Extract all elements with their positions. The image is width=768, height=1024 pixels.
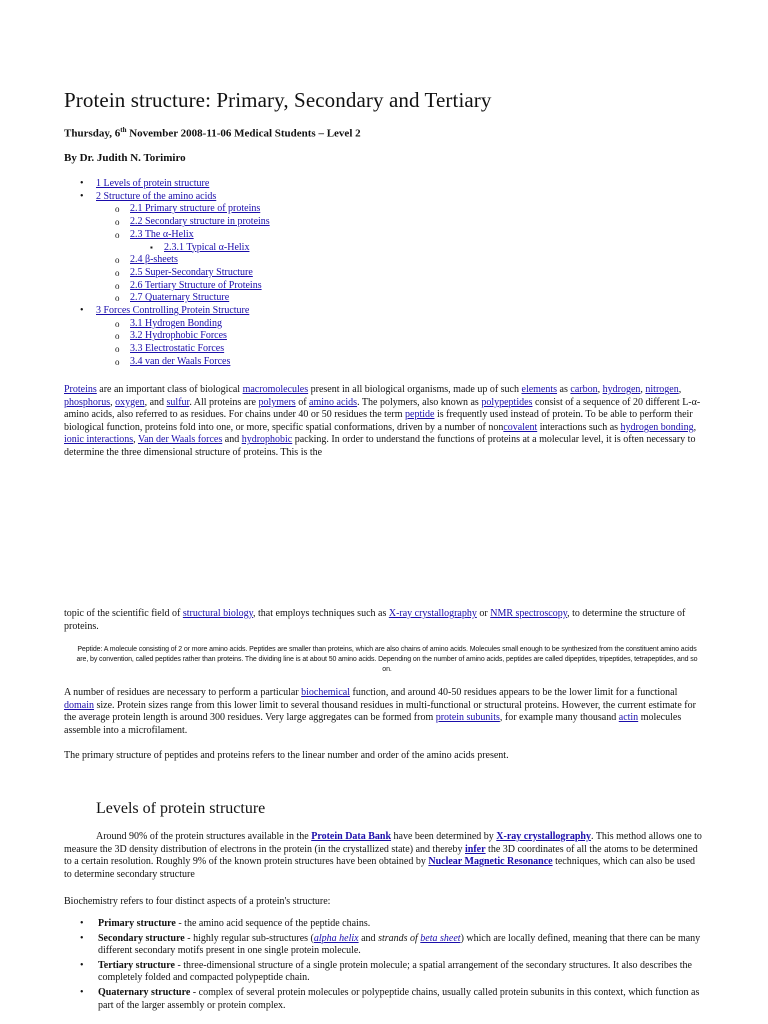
link-beta-sheet[interactable]: beta sheet xyxy=(420,932,461,944)
text: , to determine the structure of proteins. xyxy=(64,608,686,632)
link-carbon[interactable]: carbon xyxy=(570,384,598,395)
toc-item xyxy=(64,242,704,255)
text: A number of residues are necessary to perform a particular xyxy=(64,687,302,698)
toc-item xyxy=(64,305,704,318)
link-polypeptides[interactable]: polypeptides xyxy=(481,396,533,408)
text: the 3D coordinates of all the atoms to be determined to a certain resolution. Roughly 9% of the known protein structures have been obtained by xyxy=(64,843,698,868)
text: , xyxy=(110,396,116,408)
text: or xyxy=(476,608,491,619)
link-polymers[interactable]: polymers xyxy=(258,396,296,408)
toc-link[interactable]: 2.3 The α-Helix xyxy=(130,228,194,240)
text: , xyxy=(678,384,682,395)
link-actin[interactable]: actin xyxy=(618,712,639,724)
link-protein-data-bank[interactable]: Protein Data Bank xyxy=(311,831,392,842)
toc-item xyxy=(64,330,704,343)
toc-link[interactable]: 1 Levels of protein structure xyxy=(96,178,210,189)
text: , that employs techniques such as xyxy=(253,608,389,619)
toc-link[interactable]: 2.6 Tertiary Structure of Proteins xyxy=(130,279,262,291)
text: size. Protein sizes range from this lower limit to several thousand residues in multi-functional or structural proteins. However, the current estimate for the average protein length is around 300 residues. Very large aggregates can be formed from xyxy=(64,699,696,724)
term: Primary structure xyxy=(98,918,176,929)
link-proteins[interactable]: Proteins xyxy=(64,384,97,395)
toc-item xyxy=(64,343,704,356)
text: - three-dimensional structure of a single protein molecule; a spatial arrangement of the secondary structures. It also describes the completely folded and compacted polypeptide chain. xyxy=(98,959,692,984)
text: . This method allows one to measure the 3D density distribution of electrons in the protein (in the crystallized state) and thereby xyxy=(64,831,702,855)
date-suffix: November 2008-11-06 Medical Students – Level 2 xyxy=(126,127,361,140)
biochemistry-paragraph: Biochemistry refers to four distinct aspects of a protein's structure: xyxy=(64,896,331,907)
text: present in all biological organisms, made up of such xyxy=(308,384,522,395)
toc-item xyxy=(64,280,704,293)
toc-link[interactable]: 2.5 Super-Secondary Structure xyxy=(130,266,253,278)
link-oxygen[interactable]: oxygen xyxy=(115,396,145,408)
text: topic of the scientific field of xyxy=(64,608,183,619)
link-protein-subunits[interactable]: protein subunits xyxy=(435,712,500,724)
levels-paragraph xyxy=(64,831,704,881)
text: and xyxy=(222,434,242,446)
link-covalent[interactable]: covalent xyxy=(503,421,538,433)
link-hydrogen[interactable]: hydrogen xyxy=(602,384,641,395)
list-item-primary xyxy=(64,918,704,931)
link-nmr-spectroscopy[interactable]: NMR spectroscopy xyxy=(490,608,568,619)
toc-link[interactable]: 2.3.1 Typical α-Helix xyxy=(164,241,250,253)
structural-biology-paragraph xyxy=(64,608,704,633)
text: - complex of several protein molecules or polypeptide chains, usually called protein subunits in this context, which function as part of the larger assembly or protein complex. xyxy=(98,986,700,1011)
toc-item xyxy=(64,254,704,267)
text: consist of a sequence of 20 different L-α-amino acids, also referred to as residues. For chains under 40 or 50 residues the term xyxy=(64,396,701,421)
text: - highly regular sub-structures ( xyxy=(184,932,314,944)
structure-levels-list xyxy=(64,918,704,1014)
toc-link[interactable]: 2.2 Secondary structure in proteins xyxy=(130,216,270,228)
term: Tertiary structure xyxy=(98,959,175,971)
text: techniques, which can also be used to determine secondary structure xyxy=(64,856,696,880)
toc-link[interactable]: 3.4 van der Waals Forces xyxy=(130,355,231,367)
text: molecules assemble into a microfilament. xyxy=(64,712,682,736)
author-line: By Dr. Judith N. Torimiro xyxy=(64,152,186,164)
link-van-der-waals-forces[interactable]: Van der Waals forces xyxy=(137,434,223,446)
text: - the amino acid sequence of the peptide chains. xyxy=(175,918,371,929)
list-item-tertiary xyxy=(64,960,704,985)
text: , xyxy=(640,384,646,395)
text: , xyxy=(133,434,138,446)
text: packing. In order to understand the functions of proteins at a molecular level, it is often necessary to determine the three dimensional structure of proteins. This is the xyxy=(64,434,696,458)
text: function, and around 40-50 residues appears to be the lower limit for a functional xyxy=(350,687,678,698)
link-domain[interactable]: domain xyxy=(64,699,94,711)
link-amino-acids[interactable]: amino acids xyxy=(309,396,358,408)
primary-structure-paragraph: The primary structure of peptides and proteins refers to the linear number and order of the amino acids present. xyxy=(64,750,509,761)
toc-item xyxy=(64,356,704,369)
toc-link[interactable]: 3 Forces Controlling Protein Structure xyxy=(96,305,250,317)
toc-item xyxy=(64,229,704,242)
residues-paragraph xyxy=(64,687,704,737)
link-nuclear-magnetic-resonance[interactable]: Nuclear Magnetic Resonance xyxy=(428,856,553,868)
link-hydrogen-bonding[interactable]: hydrogen bonding xyxy=(620,421,694,433)
text: of xyxy=(295,396,310,408)
text: ) which are locally defined, meaning that there can be many different secondary motifs present in one single protein molecule. xyxy=(98,932,701,957)
text: have been determined by xyxy=(391,831,497,842)
text: strands of xyxy=(378,932,421,944)
toc-item xyxy=(64,216,704,229)
link-xray-crystallography[interactable]: X-ray crystallography xyxy=(388,608,477,619)
list-item-quaternary xyxy=(64,987,704,1012)
toc-item xyxy=(64,267,704,280)
link-elements[interactable]: elements xyxy=(521,384,558,395)
link-hydrophobic[interactable]: hydrophobic xyxy=(241,434,293,446)
text: , and xyxy=(144,396,167,408)
link-nitrogen[interactable]: nitrogen xyxy=(645,384,679,395)
term: Secondary structure xyxy=(98,932,185,944)
link-ionic-interactions[interactable]: ionic interactions xyxy=(64,434,134,446)
text: as xyxy=(557,384,571,395)
date-superscript: th xyxy=(120,126,127,134)
link-infer[interactable]: infer xyxy=(465,843,486,855)
date-prefix: Thursday, 6 xyxy=(64,127,121,140)
text: , xyxy=(597,384,603,395)
text: and xyxy=(358,932,379,944)
link-alpha-helix[interactable]: alpha helix xyxy=(313,932,359,944)
toc-link[interactable]: 3.2 Hydrophobic Forces xyxy=(130,330,227,342)
toc-link[interactable]: 2.4 β-sheets xyxy=(130,254,178,266)
section-heading-levels: Levels of protein structure xyxy=(96,800,266,817)
toc-link[interactable]: 3.1 Hydrogen Bonding xyxy=(130,317,222,329)
toc-link[interactable]: 2.1 Primary structure of proteins xyxy=(130,203,261,215)
page-title: Protein structure: Primary, Secondary and Tertiary xyxy=(64,88,492,112)
toc-link[interactable]: 2.7 Quaternary Structure xyxy=(130,292,230,304)
toc-link[interactable]: 3.3 Electrostatic Forces xyxy=(130,343,225,355)
link-biochemical[interactable]: biochemical xyxy=(301,687,350,698)
toc-item xyxy=(64,178,704,191)
text: Around 90% of the protein structures available in the xyxy=(96,831,312,842)
link-xray-crystallography-2[interactable]: X-ray crystallography xyxy=(496,831,591,842)
link-structural-biology[interactable]: structural biology xyxy=(182,608,254,619)
link-phosphorus[interactable]: phosphorus xyxy=(64,396,111,408)
term: Quaternary structure xyxy=(98,986,191,998)
date-line xyxy=(64,126,361,140)
link-macromolecules[interactable]: macromolecules xyxy=(242,384,309,395)
toc-item xyxy=(64,191,704,204)
text: . All proteins are xyxy=(189,396,259,408)
toc-item xyxy=(64,203,704,216)
table-of-contents xyxy=(64,178,704,369)
toc-item xyxy=(64,318,704,331)
text: are an important class of biological xyxy=(96,384,243,395)
text: . The polymers, also known as xyxy=(357,396,482,408)
text: , for example many thousand xyxy=(499,712,619,724)
peptide-footnote: Peptide: A molecule consisting of 2 or more amino acids. Peptides are smaller than proteins, which are also chains of amino acids. Molecules small enough to be synthesized from the constituent amino acids are, by convention, called peptides rather than proteins. The dividing line is at about 50 amino acids. Depending on the number of amino acids, peptides are called dipeptides, tripeptides, tetrapeptides, and so on. xyxy=(76,646,698,673)
list-item-secondary xyxy=(64,933,704,958)
link-sulfur[interactable]: sulfur xyxy=(166,396,190,408)
text: interactions such as xyxy=(537,421,621,433)
text: , xyxy=(693,421,697,433)
link-peptide[interactable]: peptide xyxy=(405,409,435,421)
intro-paragraph xyxy=(64,384,704,460)
text: is frequently used instead of protein. To be able to perform their biological function, proteins fold into one, or more, specific spatial conformations, driven by a number of non xyxy=(64,409,693,433)
toc-item xyxy=(64,292,704,305)
toc-link[interactable]: 2 Structure of the amino acids xyxy=(96,190,217,202)
